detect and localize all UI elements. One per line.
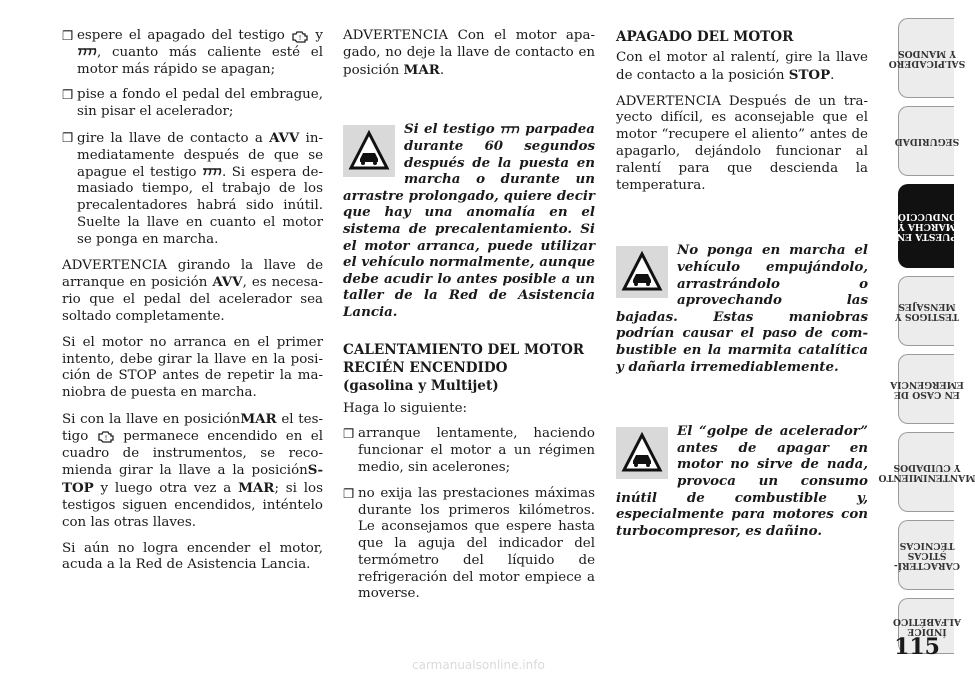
warning-triangle-car-icon bbox=[616, 246, 668, 298]
paragraph: Si aún no logra encender el motor, acuda a la Red de Asistencia Lancia. bbox=[62, 540, 323, 573]
section-heading: CALENTAMIENTO DEL MOTOR RECIÉN ENCENDIDO (gasolina y Multijet) bbox=[343, 341, 585, 394]
tab-caracteristicas[interactable]: CARACTERÍ- STICAS TÉCNICAS bbox=[898, 520, 954, 590]
paragraph: Con el motor al ralentí, gire la llave de contacto a la posición STOP. bbox=[616, 50, 868, 83]
section-heading: APAGADO DEL MOTOR bbox=[616, 29, 794, 45]
engine-failure-icon bbox=[97, 429, 115, 443]
text: , cuanto más caliente esté el motor más rápido se apagan; bbox=[77, 44, 323, 77]
text: y bbox=[315, 28, 323, 43]
warning-text: No ponga en marcha el vehículo empujándolo, arrastrándolo o aprovechando las bajadas. Estas maniobras podrían causar el paso de combustible en la marmita catalítica y dañarla irremediablemente. bbox=[616, 242, 868, 375]
paragraph: Haga lo siguiente: bbox=[343, 400, 468, 416]
paragraph: ADVERTENCIA girando la llave de arranque en posición AVV, es necesario que el pedal del acelerador sea soltado completamente. bbox=[62, 257, 323, 324]
warning-box bbox=[616, 242, 868, 375]
engine-failure-icon bbox=[291, 29, 309, 43]
text: pise a fondo el pedal del embrague, sin pisar el acelerador; bbox=[77, 87, 323, 120]
list-item bbox=[62, 28, 323, 78]
column-left bbox=[62, 28, 323, 583]
list-item bbox=[62, 87, 323, 121]
tab-seguridad[interactable]: SEGURIDAD bbox=[898, 106, 954, 176]
text: no exija las prestaciones máximas durante los primeros kilómetros. Le aconsejamos que espere hasta que la aguja del indicador del termómetro del líquido de refrigeración del motor empiece a moverse. bbox=[358, 485, 595, 602]
text: arranque lentamente, haciendo funcionar el motor a un régimen medio, sin acelerones; bbox=[358, 426, 595, 475]
warning-triangle-car-icon bbox=[616, 427, 668, 479]
glow-plug-icon bbox=[500, 124, 520, 136]
column-middle bbox=[343, 28, 595, 612]
page-number: 115 bbox=[894, 634, 940, 660]
tab-puesta-en-marcha[interactable]: PUESTA EN MARCHA Y CONDUCCIÓN bbox=[898, 184, 954, 268]
key-position: AVV bbox=[269, 129, 300, 146]
tab-salpicadero[interactable]: SALPICADERO Y MANDOS bbox=[898, 18, 954, 98]
warning-text: El “golpe de acelerador” antes de apagar en motor no sirve de nada, provoca un consumo inútil de combustible y, especialmente para motores con turbocompresor, es dañino. bbox=[616, 423, 868, 539]
list-item bbox=[343, 426, 595, 476]
svg-text:!: ! bbox=[298, 33, 302, 42]
warning-triangle-car-icon bbox=[343, 125, 395, 177]
glow-plug-icon bbox=[77, 46, 97, 58]
text: inmediatamente después de que se apague el testigo bbox=[77, 130, 323, 180]
watermark: carmanualsonline.info bbox=[412, 658, 545, 672]
checkbox-bullet: ❒ bbox=[62, 28, 74, 43]
svg-text:!: ! bbox=[104, 434, 108, 443]
text: espere el apagado del testigo bbox=[77, 28, 285, 43]
paragraph: ADVERTENCIA Después de un trayecto difícil, es aconsejable que el motor “recupere el aliento” antes de apagarlo, dejándolo funcionar al ralentí para que descienda la temperatura. bbox=[616, 93, 868, 193]
checkbox-bullet: ❒ bbox=[62, 129, 74, 145]
checkbox-bullet: ❒ bbox=[343, 426, 355, 442]
text: . Si espera demasiado tiempo, el trabajo de los precalentadores habrá sido inútil. Suelte la llave en cuanto el motor se ponga en marcha. bbox=[77, 164, 323, 247]
paragraph: ADVERTENCIA Con el motor apagado, no deje la llave de contacto en posición MAR. bbox=[343, 28, 595, 78]
warning-box bbox=[616, 423, 868, 539]
tab-testigos[interactable]: TESTIGOS Y MENSAJES bbox=[898, 276, 954, 346]
glow-plug-icon bbox=[202, 166, 222, 178]
checkbox-bullet: ❒ bbox=[62, 87, 74, 103]
tab-emergencia[interactable]: EN CASO DE EMERGENCIA bbox=[898, 354, 954, 424]
checkbox-bullet: ❒ bbox=[343, 485, 355, 501]
warning-text: Si el testigo bbox=[404, 121, 501, 138]
warning-text: parpadea durante 60 segundos después de la puesta en marcha o durante un arrastre prolongado, quiere decir que hay una anomalía en el sistema de precalentamiento. Si el motor arranca, puede utilizar el vehículo normalmente, aunque debe acudir lo antes posible a un taller de la Red de Asistencia Lancia. bbox=[343, 121, 595, 320]
warning-box bbox=[343, 121, 595, 320]
text: gire la llave de contacto a bbox=[77, 130, 270, 146]
tab-indice[interactable]: ÍNDICE ALFABÉTICO bbox=[898, 598, 954, 654]
paragraph: Si el motor no arranca en el primer intento, debe girar la llave en la posición de STOP antes de repetir la maniobra de puesta en marcha. bbox=[62, 334, 323, 401]
tab-mantenimiento[interactable]: MANTENIMIENTO Y CUIDADOS bbox=[898, 432, 954, 512]
list-item bbox=[343, 486, 595, 604]
paragraph: Si con la llave en posiciónMAR el testigo ! permanece encendido en el cuadro de instrumentos, se recomienda girar la llave a la posiciónSTOP y luego otra vez a MAR; si los testigos siguen encendidos, inténtelo con las otras llaves. bbox=[62, 410, 323, 530]
column-right bbox=[616, 28, 868, 539]
list-item bbox=[62, 130, 323, 249]
